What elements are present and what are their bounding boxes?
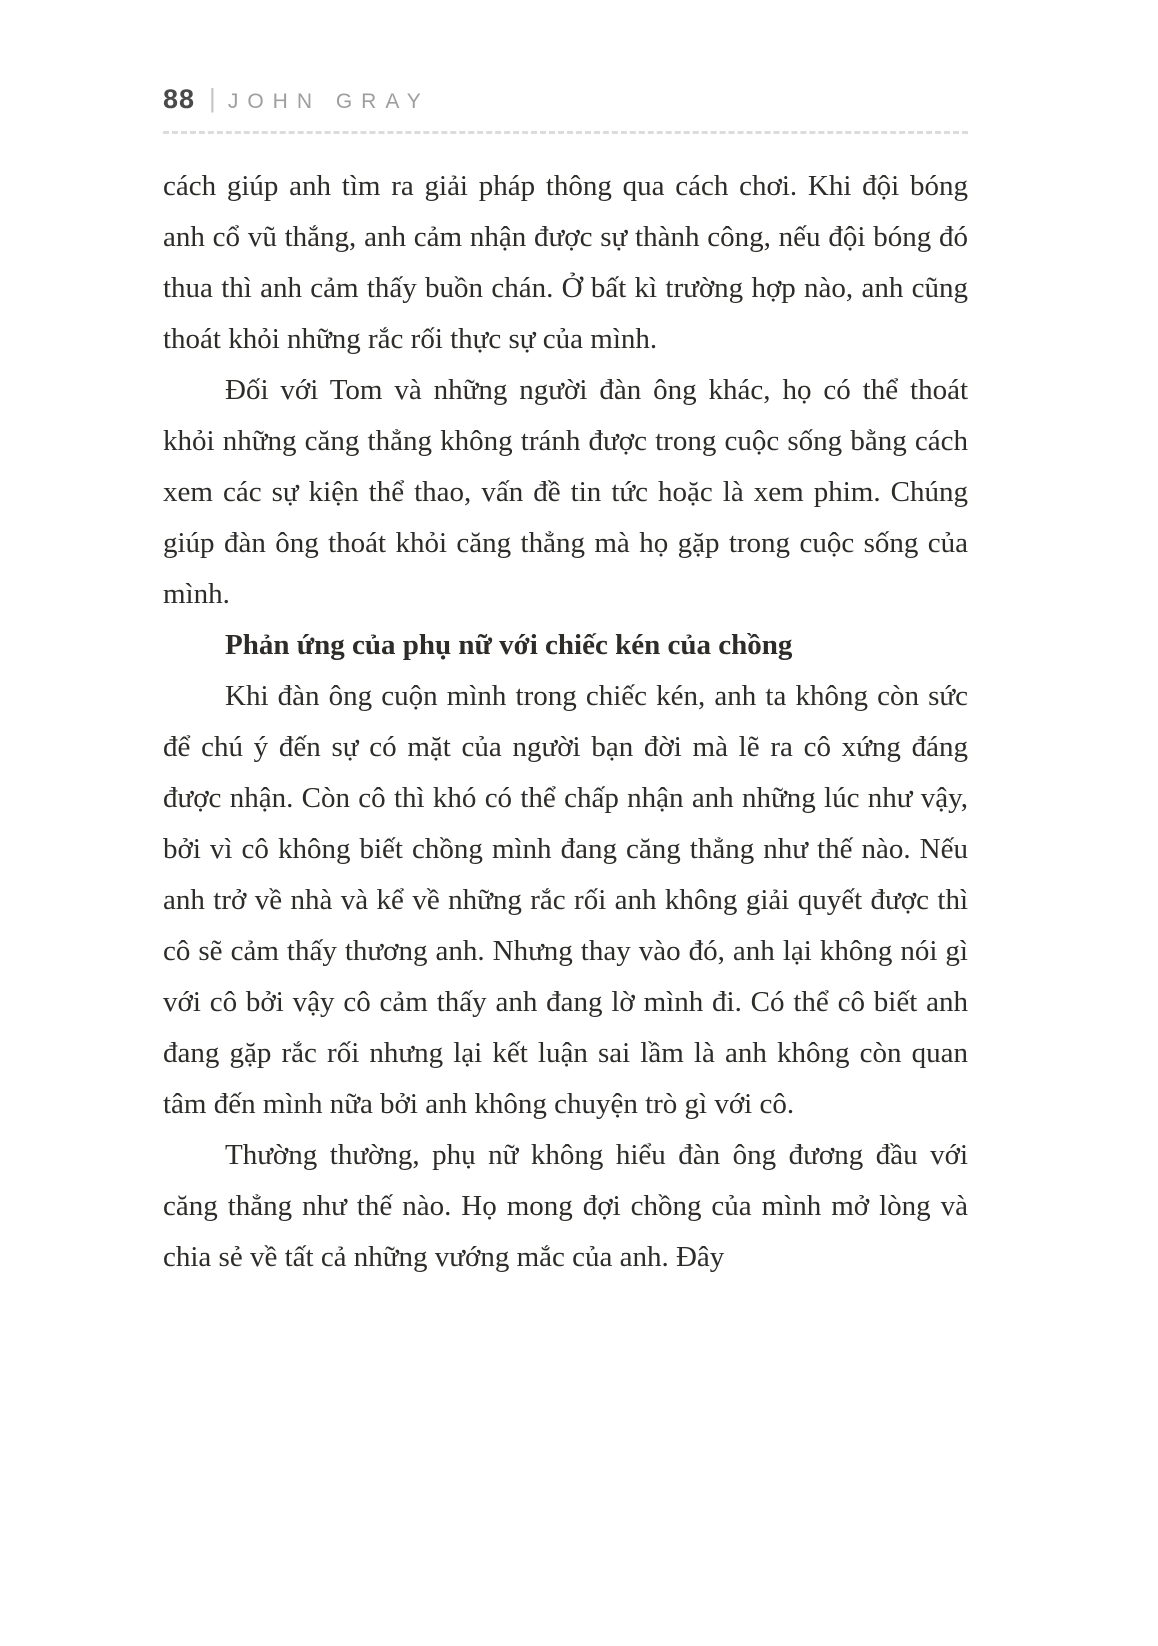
- page-body: [163, 161, 968, 1283]
- body-paragraph: Thường thường, phụ nữ không hiểu đàn ông đương đầu với căng thẳng như thế nào. Họ mong đợi chồng của mình mở lòng và chia sẻ về tất cả những vướng mắc của anh. Đây: [163, 1139, 968, 1273]
- body-paragraph: Đối với Tom và những người đàn ông khác, họ có thể thoát khỏi những căng thẳng không tránh được trong cuộc sống bằng cách xem các sự kiện thể thao, vấn đề tin tức hoặc là xem phim. Chúng giúp đàn ông thoát khỏi căng thẳng mà họ gặp trong cuộc sống của mình.: [163, 374, 968, 610]
- body-paragraph: Khi đàn ông cuộn mình trong chiếc kén, anh ta không còn sức để chú ý đến sự có mặt của người bạn đời mà lẽ ra cô xứng đáng được nhận. Còn cô thì khó có thể chấp nhận anh những lúc như vậy, bởi vì cô không biết chồng mình đang căng thẳng như thế nào. Nếu anh trở về nhà và kể về những rắc rối anh không giải quyết được thì cô sẽ cảm thấy thương anh. Nhưng thay vào đó, anh lại không nói gì với cô bởi vậy cô cảm thấy anh đang lờ mình đi. Có thể cô biết anh đang gặp rắc rối nhưng lại kết luận sai lầm là anh không còn quan tâm đến mình nữa bởi anh không chuyện trò gì với cô.: [163, 680, 968, 1120]
- header-divider: [163, 131, 968, 134]
- section-heading: Phản ứng của phụ nữ với chiếc kén của chồng: [225, 629, 793, 661]
- page-number: 88: [163, 84, 196, 114]
- author-name: JOHN GRAY: [227, 90, 430, 113]
- running-header: [163, 84, 968, 115]
- body-paragraph: cách giúp anh tìm ra giải pháp thông qua cách chơi. Khi đội bóng anh cổ vũ thắng, anh cảm nhận được sự thành công, nếu đội bóng đó thua thì anh cảm thấy buồn chán. Ở bất kì trường hợp nào, anh cũng thoát khỏi những rắc rối thực sự của mình.: [163, 170, 968, 355]
- header-separator: |: [209, 83, 216, 113]
